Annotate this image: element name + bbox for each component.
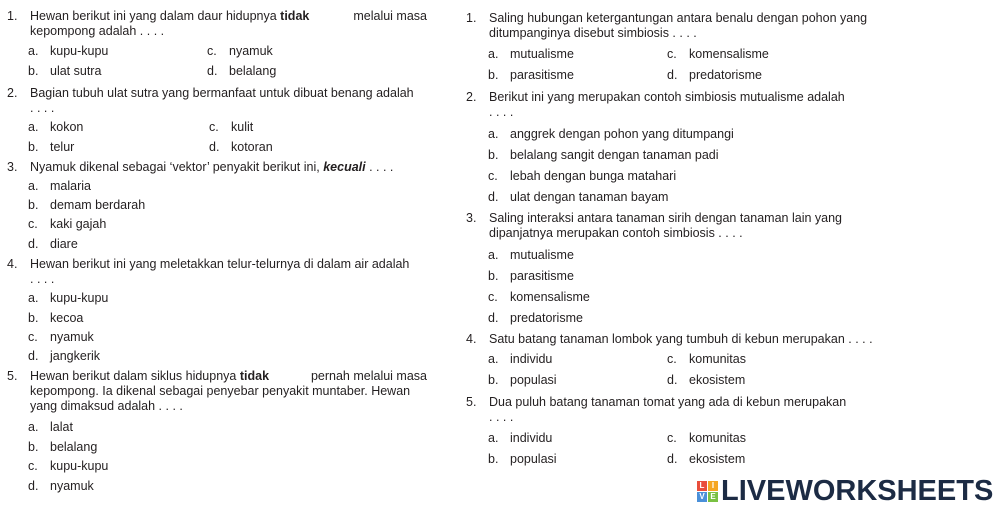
option-1b[interactable]: b. ulat sutra xyxy=(28,64,102,78)
option-r4a[interactable]: a. individu xyxy=(488,352,553,366)
question-text: Hewan berikut ini yang dalam daur hidupnya tidak melalui masa xyxy=(30,9,427,23)
option-4c[interactable]: c. nyamuk xyxy=(28,330,94,344)
option-5c[interactable]: c. kupu-kupu xyxy=(28,459,109,473)
option-3d[interactable]: d. diare xyxy=(28,237,78,251)
live-letter-i: I xyxy=(708,481,718,491)
live-letter-l: L xyxy=(697,481,707,491)
option-2b[interactable]: b. telur xyxy=(28,140,75,154)
option-r3c[interactable]: c. komensalisme xyxy=(488,290,590,304)
option-r2d[interactable]: d. ulat dengan tanaman bayam xyxy=(488,190,669,204)
option-3b[interactable]: b. demam berdarah xyxy=(28,198,146,212)
question-text-line: kepompong adalah . . . . xyxy=(30,24,165,38)
option-5d[interactable]: d. nyamuk xyxy=(28,479,94,493)
option-r1c[interactable]: c. komensalisme xyxy=(667,47,769,61)
option-4b[interactable]: b. kecoa xyxy=(28,311,84,325)
option-r3b[interactable]: b. parasitisme xyxy=(488,269,574,283)
option-r2b[interactable]: b. belalang sangit dengan tanaman padi xyxy=(488,148,719,162)
option-r1d[interactable]: d. predatorisme xyxy=(667,68,762,82)
option-r4c[interactable]: c. komunitas xyxy=(667,352,746,366)
option-r5c[interactable]: c. komunitas xyxy=(667,431,746,445)
option-5a[interactable]: a. lalat xyxy=(28,420,73,434)
liveworksheets-logo[interactable] xyxy=(697,474,993,508)
option-r4b[interactable]: b. populasi xyxy=(488,373,557,387)
logo-text: LIVEWORKSHEETS xyxy=(721,475,994,507)
option-3a[interactable]: a. malaria xyxy=(28,179,91,193)
option-2c[interactable]: c. kulit xyxy=(209,120,254,134)
option-r5b[interactable]: b. populasi xyxy=(488,452,557,466)
option-r1a[interactable]: a. mutualisme xyxy=(488,47,574,61)
option-5b[interactable]: b. belalang xyxy=(28,440,98,454)
option-1c[interactable]: c. nyamuk xyxy=(207,44,273,58)
option-r3a[interactable]: a. mutualisme xyxy=(488,248,574,262)
option-r2c[interactable]: c. lebah dengan bunga matahari xyxy=(488,169,677,183)
option-r2a[interactable]: a. anggrek dengan pohon yang ditumpangi xyxy=(488,127,734,141)
option-r1b[interactable]: b. parasitisme xyxy=(488,68,574,82)
option-r5a[interactable]: a. individu xyxy=(488,431,553,445)
option-r5d[interactable]: d. ekosistem xyxy=(667,452,746,466)
option-1d[interactable]: d. belalang xyxy=(207,64,277,78)
option-r4d[interactable]: d. ekosistem xyxy=(667,373,746,387)
option-1a[interactable]: a. kupu-kupu xyxy=(28,44,109,58)
option-3c[interactable]: c. kaki gajah xyxy=(28,217,107,231)
option-r3d[interactable]: d. predatorisme xyxy=(488,311,583,325)
live-letter-v: V xyxy=(697,492,707,502)
live-badge-icon xyxy=(697,481,718,502)
option-2a[interactable]: a. kokon xyxy=(28,120,84,134)
option-2d[interactable]: d. kotoran xyxy=(209,140,273,154)
live-letter-e: E xyxy=(708,492,718,502)
option-4a[interactable]: a. kupu-kupu xyxy=(28,291,109,305)
option-4d[interactable]: d. jangkerik xyxy=(28,349,101,363)
question-number: 1. xyxy=(7,9,18,23)
